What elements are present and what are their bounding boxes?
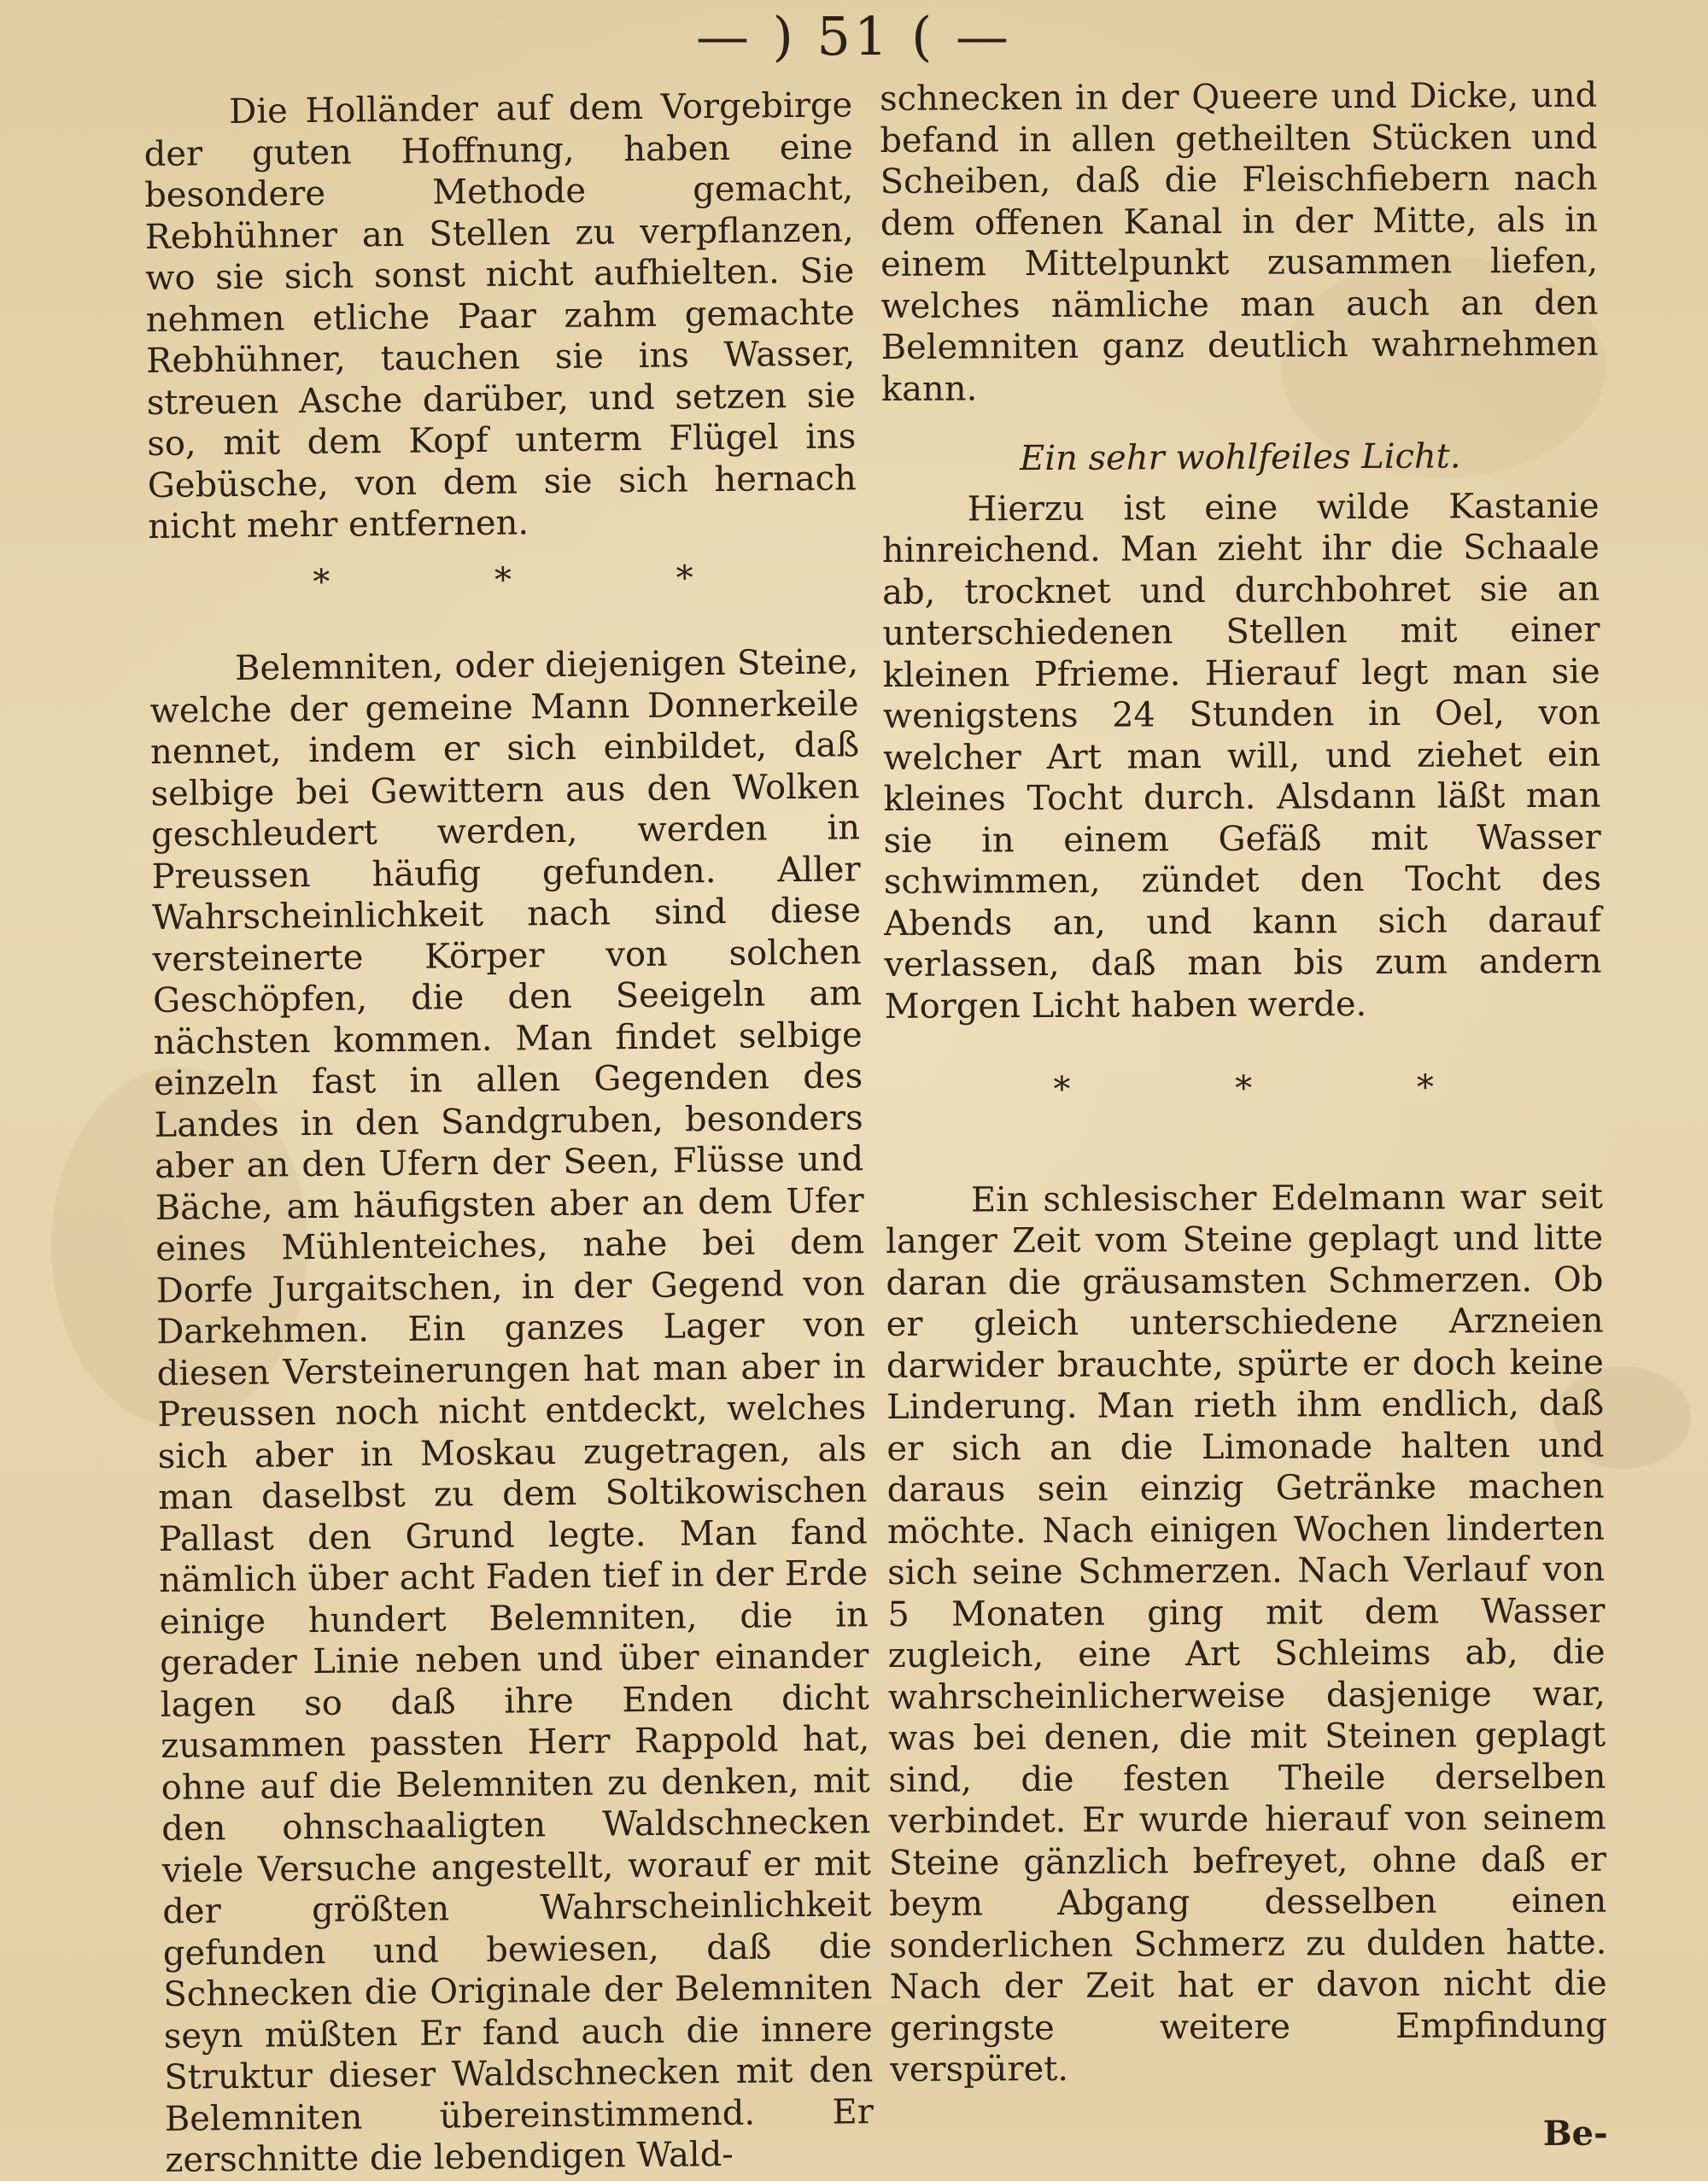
page-header: — ) 51 ( — bbox=[695, 5, 1013, 67]
section-heading: Ein sehr wohlfeiles Licht. bbox=[1019, 436, 1461, 479]
paragraph-licht: Hierzu ist eine wilde Kastanie hinreichend. Man zieht ihr die Schaale ab, trocknet und durchbohret sie an unterschiedenen Stellen mit einer kleinen Pfrieme. Hierauf legt man sie wenigstens 24 Stunden in Oel, von welcher Art man will, und ziehet ein kleines Tocht durch. Alsdann läßt man sie in einem Gefäß mit Wasser schwimmen, zündet den Tocht des Abends an, und kann sich darauf verlassen, daß man bis zum andern Morgen Licht haben werde. bbox=[881, 486, 1602, 1026]
section-separator: * * * bbox=[313, 557, 770, 602]
right-column bbox=[880, 75, 1608, 2158]
paragraph-waldschnecken: schnecken in der Queere und Dicke, und befand in allen getheilten Stücken und Scheiben, daß die Fleischfiebern nach dem offenen Kanal in der Mitte, als in einem Mittelpunkt zusammen liefen, welches nämliche man auch an den Belemniten ganz deutlich wahrnehmen kann. bbox=[880, 75, 1599, 409]
paragraph-belemniten: Belemniten, oder diejenigen Steine, welche der gemeine Mann Donnerkeile nennet, indem er sich einbildet, daß selbige bei Gewittern aus den Wolken geschleudert werden, werden in Preussen häufig gefunden. Aller Wahrscheinlichkeit nach sind diese versteinerte Körper von solchen Geschöpfen, die den Seeigeln am nächsten kommen. Man findet selbige einzeln fast in allen Gegenden des Landes in den Sandgruben, besonders aber an den Ufern der Seen, Flüsse und Bäche, am häufigsten aber an dem Ufer eines Mühlenteiches, nahe bei dem Dorfe Jurgaitschen, in der Gegend von Darkehmen. Ein ganzes Lager von diesen Versteinerungen hat man aber in Preussen noch nicht entdeckt, welches sich aber in Moskau zugetragen, als man daselbst zu dem Soltikowischen Pallast den Grund legte. Man fand nämlich über acht Faden tief in der Erde einige hundert Belemniten, die in gerader Linie neben und über einander lagen so daß ihre Enden dicht zusammen passten Herr Rappold hat, ohne auf die Belemniten zu denken, mit den ohnschaaligten Waldschnecken viele Versuche angestellt, worauf er mit der größten Wahrscheinlichkeit gefunden und bewiesen, daß die Schnecken die Originale der Belemniten seyn müßten Er fand auch die innere Struktur dieser Waldschnecken mit den Belemniten übereinstimmend. Er zerschnitte die lebendigen Wald- bbox=[149, 642, 874, 2180]
paragraph-edelmann: Ein schlesischer Edelmann war seit langer Zeit vom Steine geplagt und litte daran die gräusamsten Schmerzen. Ob er gleich unterschiedene Arzneien darwider brauchte, spürte er doch keine Linderung. Man rieth ihm endlich, daß er sich an die Limonade halten und daraus sein einzig Getränke machen möchte. Nach einigen Wochen linderten sich seine Schmerzen. Nach Verlauf von 5 Monaten ging mit dem Wasser zugleich, eine Art Schleims ab, die wahrscheinlicherweise dasjenige war, was bei denen, die mit Steinen geplagt sind, die festen Theile derselben verbindet. Er wurde hierauf von seinem Steine gänzlich befreyet, ohne daß er beym Abgang desselben einen sonderlichen Schmerz zu dulden hatte. Nach der Zeit hat er davon nicht die geringste weitere Empfindung verspüret. bbox=[886, 1177, 1608, 2090]
catchword: Be- bbox=[1542, 2113, 1608, 2154]
section-separator: * * * bbox=[1053, 1067, 1512, 1109]
paragraph-rebhuehner: Die Holländer auf dem Vorgebirge der guten Hoffnung, haben eine besondere Methode gemacht, Rebhühner an Stellen zu verpflanzen, wo sie sich sonst nicht aufhielten. Sie nehmen etliche Paar zahm gemachte Rebhühner, tauchen sie ins Wasser, streuen Asche darüber, und setzen sie so, mit dem Kopf unterm Flügel ins Gebüsche, von dem sie sich hernach nicht mehr entfernen. bbox=[143, 85, 857, 547]
left-column bbox=[143, 85, 874, 2181]
